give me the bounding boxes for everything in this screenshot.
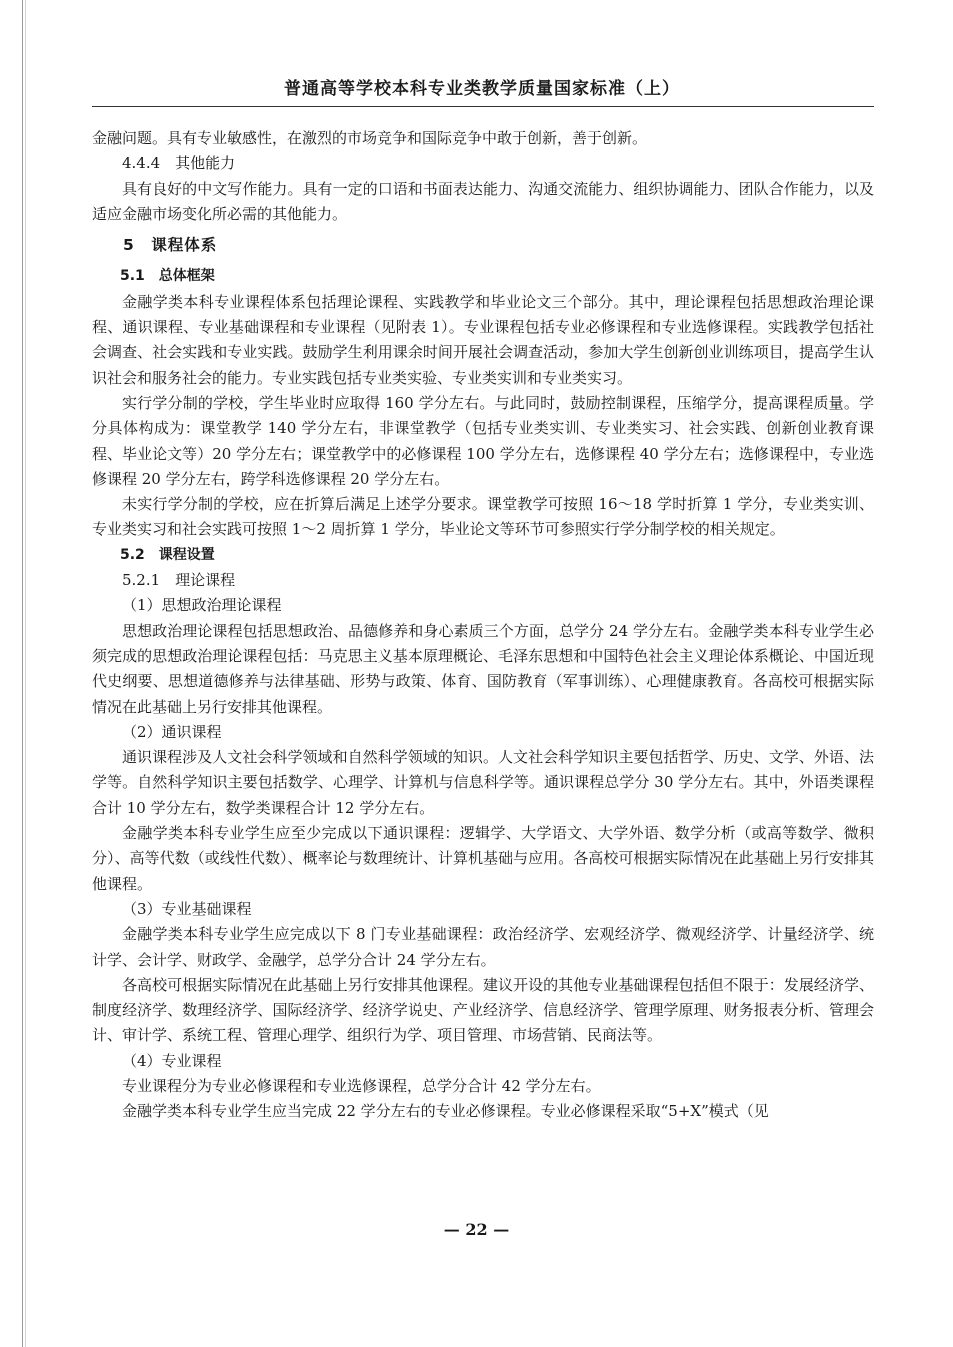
- paragraph: 具有良好的中文写作能力。具有一定的口语和书面表达能力、沟通交流能力、组织协调能力、团队合作能力，以及适应金融市场变化所必需的其他能力。: [92, 179, 874, 223]
- section-heading: 5.1 总体框架: [120, 268, 215, 285]
- paragraph: 金融学类本科专业学生应至少完成以下通识课程：逻辑学、大学语文、大学外语、数学分析（或高等数学、微积分）、高等代数（或线性代数）、概率论与数理统计、计算机基础与应用。各高校可根据实际情况在此基础上另行安排其他课程。: [92, 824, 874, 893]
- header-rule: [92, 106, 874, 107]
- scan-edge-line: [22, 0, 23, 1347]
- paragraph: 各高校可根据实际情况在此基础上另行安排其他课程。建议开设的其他专业基础课程包括但不限于：发展经济学、制度经济学、数理经济学、国际经济学、经济学说史、产业经济学、信息经济学、管理学原理、财务报表分析、管理会计、审计学、系统工程、管理心理学、组织行为学、项目管理、市场营销、民商法等。: [92, 975, 874, 1045]
- running-header: 普通高等学校本科专业类教学质量国家标准（上）: [284, 79, 680, 99]
- paragraph: 金融学类本科专业学生应完成以下 8 门专业基础课程：政治经济学、宏观经济学、微观经济学、计量经济学、统计学、会计学、财政学、金融学，总学分合计 24 学分左右。: [92, 925, 874, 969]
- section-heading: （3）专业基础课程: [122, 899, 252, 918]
- paragraph: 思想政治理论课程包括思想政治、品德修养和身心素质三个方面，总学分 24 学分左右。金融学类本科专业学生必须完成的思想政治理论课程包括：马克思主义基本原理概论、毛泽东思想和中国特色社会主义理论体系概论、中国近现代史纲要、思想道德修养与法律基础、形势与政策、体育、国防教育（军事训练）、心理健康教育。各高校可根据实际情况在此基础上另行安排其他课程。: [92, 621, 874, 716]
- section-heading: （1）思想政治理论课程: [122, 596, 282, 615]
- paragraph: 实行学分制的学校，学生毕业时应取得 160 学分左右。与此同时，鼓励控制课程，压缩学分，提高课程质量。学分具体构成为：课堂教学 140 学分左右，非课堂教学（包括专业类实训、专业类实习、社会实践、创新创业教育课程、毕业论文等）20 学分左右；课堂教学中的必修课程 100 学分左右，选修课程 40 学分左右；选修课程中，专业选修课程 20 学分左右，跨学科选修课程 20 学分左右。: [92, 393, 874, 488]
- paragraph: 金融学类本科专业学生应当完成 22 学分左右的专业必修课程。专业必修课程采取“5+X”模式（见: [122, 1102, 769, 1121]
- section-heading: 5 课程体系: [123, 236, 218, 255]
- paragraph: 金融学类本科专业课程体系包括理论课程、实践教学和毕业论文三个部分。其中，理论课程包括思想政治理论课程、通识课程、专业基础课程和专业课程（见附表 1）。专业课程包括专业必修课程和专业选修课程。实践教学包括社会调查、社会实践和专业实践。鼓励学生利用课余时间开展社会调查活动，参加大学生创新创业训练项目，提高学生认识社会和服务社会的能力。专业实践包括专业类实验、专业类实训和专业类实习。: [92, 292, 874, 387]
- page-number: — 22 —: [443, 1220, 510, 1239]
- paragraph: 通识课程涉及人文社会科学领域和自然科学领域的知识。人文社会科学知识主要包括哲学、历史、文学、外语、法学等。自然科学知识主要包括数学、心理学、计算机与信息科学等。通识课程总学分 30 学分左右。其中，外语类课程合计 10 学分左右，数学类课程合计 12 学分左右。: [92, 748, 874, 817]
- page-body: [92, 126, 874, 1125]
- section-heading: 4.4.4 其他能力: [122, 154, 236, 173]
- paragraph: 金融问题。具有专业敏感性，在激烈的市场竞争和国际竞争中敢于创新，善于创新。: [92, 129, 648, 147]
- section-heading: （2）通识课程: [122, 722, 222, 741]
- paragraph: 专业课程分为专业必修课程和专业选修课程，总学分合计 42 学分左右。: [122, 1076, 601, 1095]
- scan-edge-shadow: [25, 0, 26, 1347]
- section-heading: 5.2 课程设置: [120, 546, 215, 563]
- section-heading: （4）专业课程: [122, 1051, 222, 1070]
- section-heading: 5.2.1 理论课程: [122, 571, 236, 590]
- paragraph: 未实行学分制的学校，应在折算后满足上述学分要求。课堂教学可按照 16～18 学时折算 1 学分，专业类实训、专业类实习和社会实践可按照 1～2 周折算 1 学分，毕业论文等环节可参照实行学分制学校的相关规定。: [92, 495, 874, 539]
